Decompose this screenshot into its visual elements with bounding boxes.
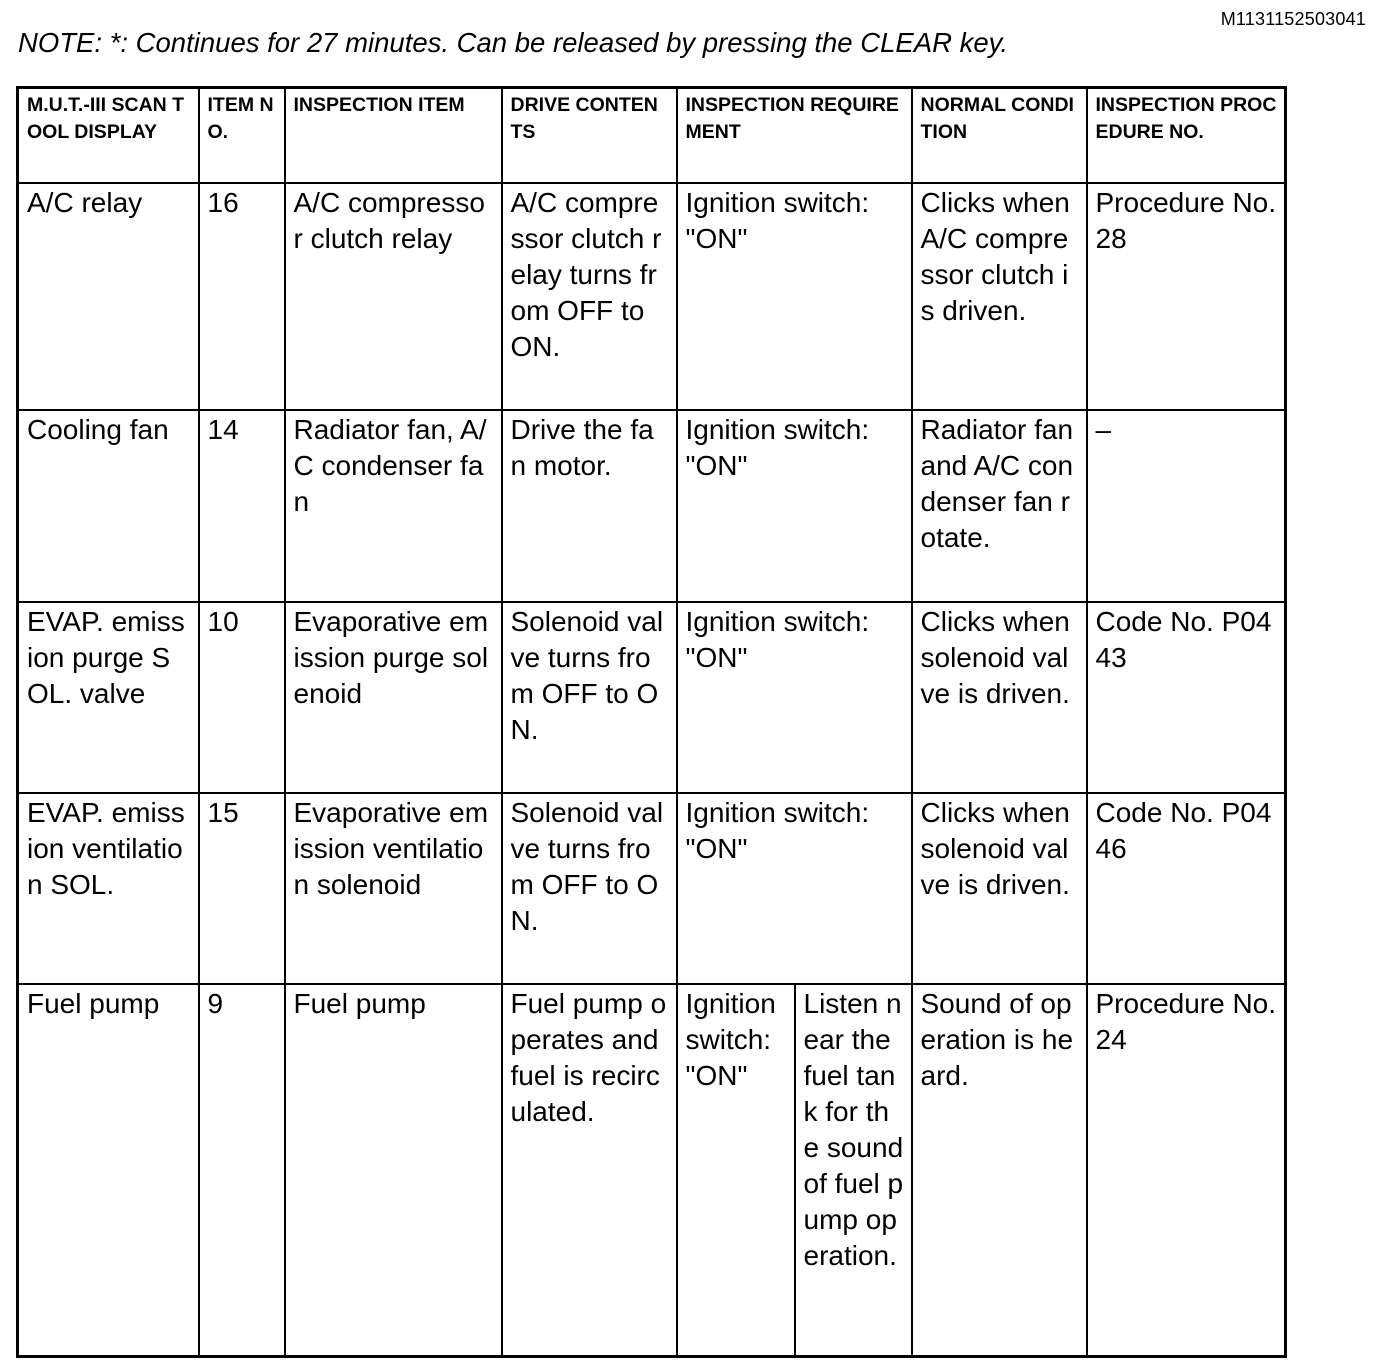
header-inspection-item: INSPECTION ITEM	[285, 88, 502, 183]
cell-normal-condition: Clicks when solenoid valve is driven.	[912, 793, 1087, 984]
cell-procedure: Procedure No. 24	[1087, 984, 1286, 1357]
cell-item-no: 15	[199, 793, 285, 984]
cell-item-no: 14	[199, 410, 285, 602]
header-scan-tool-display: M.U.T.-III SCAN TOOL DISPLAY	[18, 88, 199, 183]
cell-item-no: 16	[199, 183, 285, 410]
cell-drive-contents: Solenoid valve turns from OFF to ON.	[502, 793, 677, 984]
actuator-test-table	[16, 86, 1287, 1358]
cell-item-no: 10	[199, 602, 285, 793]
cell-drive-contents: Solenoid valve turns from OFF to ON.	[502, 602, 677, 793]
table-row	[18, 984, 1286, 1357]
cell-display: EVAP. emission purge SOL. valve	[18, 602, 199, 793]
cell-drive-contents: A/C compressor clutch relay turns from OFF to ON.	[502, 183, 677, 410]
cell-requirement: Ignition switch: "ON"	[677, 984, 795, 1357]
cell-normal-condition: Clicks when solenoid valve is driven.	[912, 602, 1087, 793]
document-id: M1131152503041	[1220, 9, 1366, 29]
header-inspection-requirement: INSPECTION REQUIREMENT	[677, 88, 912, 183]
note-text: NOTE: *: Continues for 27 minutes. Can be released by pressing the CLEAR key.	[18, 27, 1008, 58]
cell-drive-contents: Fuel pump operates and fuel is recirculated.	[502, 984, 677, 1357]
cell-inspection-item: Evaporative emission ventilation solenoid	[285, 793, 502, 984]
cell-procedure: Procedure No. 28	[1087, 183, 1286, 410]
cell-display: EVAP. emission ventilation SOL.	[18, 793, 199, 984]
table-header-row	[18, 88, 1286, 183]
header-drive-contents: DRIVE CONTENTS	[502, 88, 677, 183]
table-row	[18, 410, 1286, 602]
table-row	[18, 793, 1286, 984]
table-row	[18, 602, 1286, 793]
cell-procedure: Code No. P0446	[1087, 793, 1286, 984]
cell-normal-condition: Sound of operation is heard.	[912, 984, 1087, 1357]
header-normal-condition: NORMAL CONDITION	[912, 88, 1087, 183]
cell-drive-contents: Drive the fan motor.	[502, 410, 677, 602]
header-inspection-procedure-no: INSPECTION PROCEDURE NO.	[1087, 88, 1286, 183]
cell-inspection-item: Radiator fan, A/C condenser fan	[285, 410, 502, 602]
cell-display: Cooling fan	[18, 410, 199, 602]
cell-requirement: Ignition switch: "ON"	[677, 793, 912, 984]
cell-inspection-item: Evaporative emission purge solenoid	[285, 602, 502, 793]
cell-inspection-item: A/C compressor clutch relay	[285, 183, 502, 410]
table-row	[18, 183, 1286, 410]
cell-display: Fuel pump	[18, 984, 199, 1357]
cell-normal-condition: Clicks when A/C compressor clutch is driven.	[912, 183, 1087, 410]
cell-requirement-detail: Listen near the fuel tank for the sound of fuel pump operation.	[795, 984, 912, 1357]
cell-normal-condition: Radiator fan and A/C condenser fan rotate.	[912, 410, 1087, 602]
cell-requirement: Ignition switch: "ON"	[677, 602, 912, 793]
cell-procedure: Code No. P0443	[1087, 602, 1286, 793]
cell-item-no: 9	[199, 984, 285, 1357]
cell-requirement: Ignition switch: "ON"	[677, 183, 912, 410]
cell-requirement: Ignition switch: "ON"	[677, 410, 912, 602]
cell-display: A/C relay	[18, 183, 199, 410]
header-item-no: ITEM NO.	[199, 88, 285, 183]
cell-inspection-item: Fuel pump	[285, 984, 502, 1357]
cell-procedure: –	[1087, 410, 1286, 602]
